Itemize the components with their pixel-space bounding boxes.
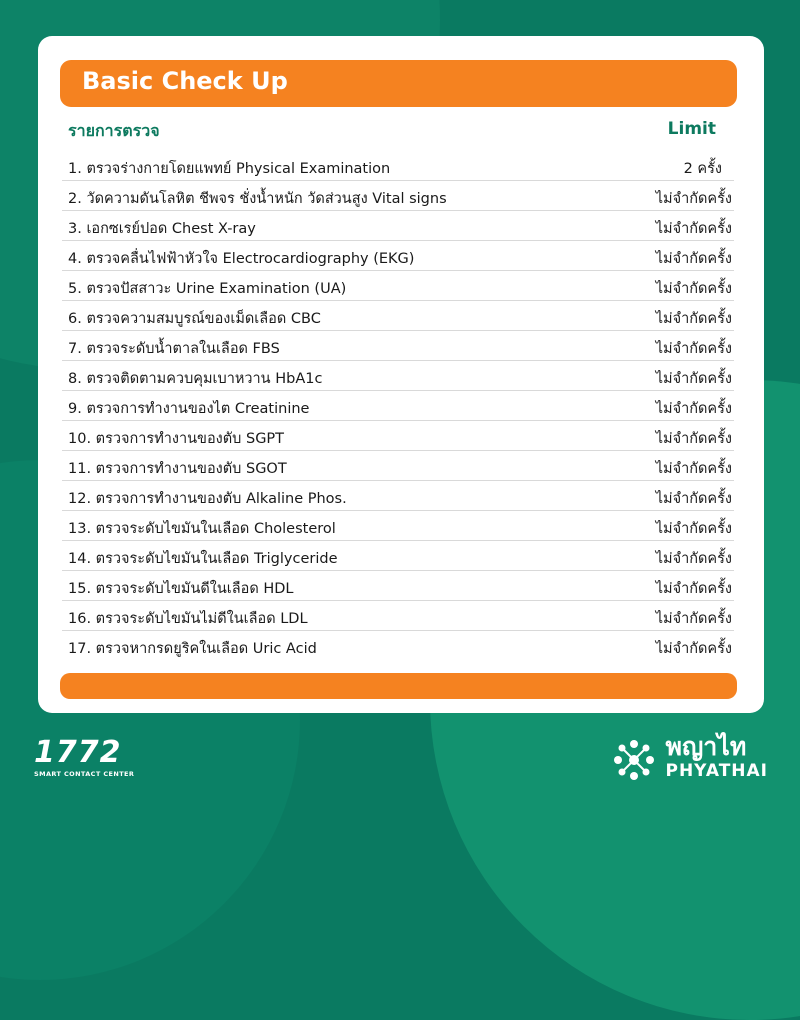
checkup-list: [62, 151, 734, 661]
item-name: 9. ตรวจการทำงานของไต Creatinine: [68, 401, 310, 417]
list-item: [62, 331, 734, 361]
item-name: 15. ตรวจระดับไขมันดีในเลือด HDL: [68, 581, 294, 597]
list-item: [62, 211, 734, 241]
list-item: [62, 241, 734, 271]
card-header: [60, 60, 737, 107]
list-item: [62, 151, 734, 181]
list-item: [62, 601, 734, 631]
phyathai-brand: [665, 733, 768, 781]
list-item: [62, 511, 734, 541]
list-item: [62, 361, 734, 391]
item-limit: ไม่จำกัดครั้ง: [655, 431, 732, 447]
item-limit: 2 ครั้ง: [683, 161, 722, 177]
card-title: Basic Check Up: [82, 67, 288, 95]
item-name: 14. ตรวจระดับไขมันในเลือด Triglyceride: [68, 551, 338, 567]
list-item: [62, 271, 734, 301]
item-limit: ไม่จำกัดครั้ง: [655, 611, 732, 627]
item-limit: ไม่จำกัดครั้ง: [655, 251, 732, 267]
item-name: 11. ตรวจการทำงานของตับ SGOT: [68, 461, 287, 477]
item-limit: ไม่จำกัดครั้ง: [655, 521, 732, 537]
contact-center-logo: [34, 735, 135, 778]
item-limit: ไม่จำกัดครั้ง: [655, 401, 732, 417]
item-name: 8. ตรวจติดตามควบคุมเบาหวาน HbA1c: [68, 371, 323, 387]
contact-number: 1772: [34, 735, 122, 770]
item-limit: ไม่จำกัดครั้ง: [655, 641, 732, 657]
list-item: [62, 631, 734, 661]
list-item: [62, 481, 734, 511]
item-name: 6. ตรวจความสมบูรณ์ของเม็ดเลือด CBC: [68, 311, 321, 327]
contact-label: SMART CONTACT CENTER: [34, 770, 135, 778]
item-limit: ไม่จำกัดครั้ง: [655, 371, 732, 387]
item-limit: ไม่จำกัดครั้ง: [655, 341, 732, 357]
list-item: [62, 421, 734, 451]
list-item: [62, 391, 734, 421]
item-limit: ไม่จำกัดครั้ง: [655, 491, 732, 507]
item-limit: ไม่จำกัดครั้ง: [655, 221, 732, 237]
list-item: [62, 181, 734, 211]
item-name: 5. ตรวจปัสสาวะ Urine Examination (UA): [68, 281, 347, 297]
list-item: [62, 571, 734, 601]
item-name: 1. ตรวจร่างกายโดยแพทย์ Physical Examination: [68, 161, 391, 177]
item-name: 17. ตรวจหากรดยูริคในเลือด Uric Acid: [68, 641, 317, 657]
item-name: 3. เอกซเรย์ปอด Chest X-ray: [68, 221, 256, 237]
column-header-item: รายการตรวจ: [68, 121, 160, 140]
item-limit: ไม่จำกัดครั้ง: [655, 281, 732, 297]
list-item: [62, 451, 734, 481]
item-name: 16. ตรวจระดับไขมันไม่ดีในเลือด LDL: [68, 611, 308, 627]
list-item: [62, 541, 734, 571]
phyathai-logo-icon: [609, 735, 659, 785]
item-limit: ไม่จำกัดครั้ง: [655, 551, 732, 567]
item-limit: ไม่จำกัดครั้ง: [655, 311, 732, 327]
item-name: 10. ตรวจการทำงานของตับ SGPT: [68, 431, 285, 447]
checkup-card: [38, 36, 764, 713]
card-footer-bar: [60, 673, 737, 699]
item-limit: ไม่จำกัดครั้ง: [655, 461, 732, 477]
brand-name-english: PHYATHAI: [665, 761, 768, 781]
brand-name-thai: พญาไท: [665, 732, 747, 761]
item-name: 4. ตรวจคลื่นไฟฟ้าหัวใจ Electrocardiography (EKG): [68, 251, 415, 267]
item-name: 13. ตรวจระดับไขมันในเลือด Cholesterol: [68, 521, 336, 537]
item-name: 7. ตรวจระดับน้ำตาลในเลือด FBS: [68, 341, 280, 357]
item-limit: ไม่จำกัดครั้ง: [655, 581, 732, 597]
column-header-limit: Limit: [667, 119, 716, 139]
item-name: 12. ตรวจการทำงานของตับ Alkaline Phos.: [68, 491, 347, 507]
list-item: [62, 301, 734, 331]
item-limit: ไม่จำกัดครั้ง: [655, 191, 732, 207]
item-name: 2. วัดความดันโลหิต ชีพจร ชั่งน้ำหนัก วัดส่วนสูง Vital signs: [68, 191, 447, 207]
